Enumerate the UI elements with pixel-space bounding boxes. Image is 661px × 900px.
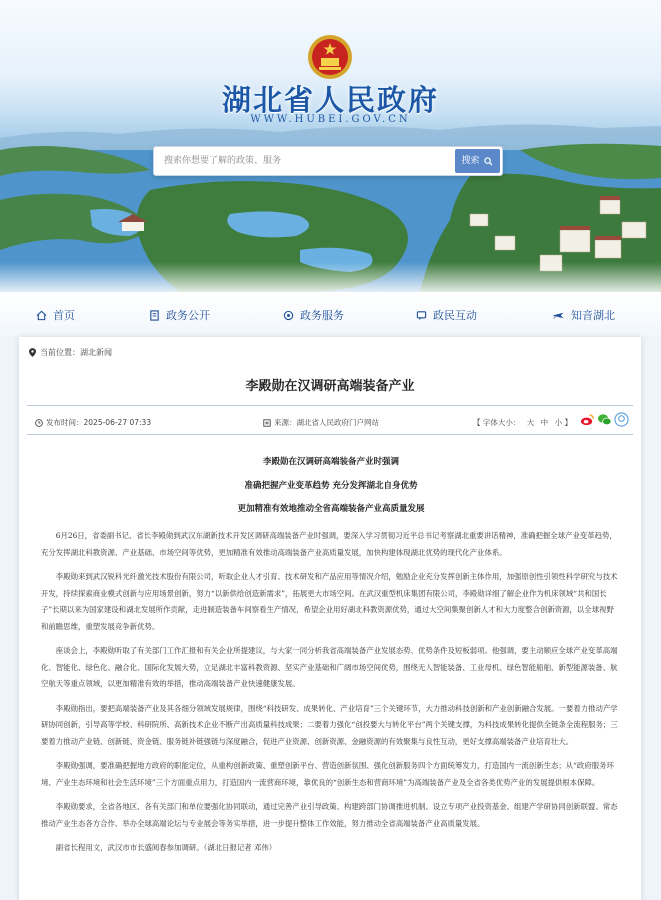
source-label: 来源： <box>274 418 297 427</box>
publish-label: 发布时间： <box>46 418 84 427</box>
article-paragraph: 副省长程用文，武汉市市长盛阅春参加调研。（湖北日报记者 邓伟） <box>55 843 277 852</box>
article-body <box>41 455 621 857</box>
subheading-group <box>41 455 621 514</box>
plane-icon <box>551 310 565 321</box>
article-subheading: 李殿勋在汉调研高端装备产业时强调 <box>262 457 399 467</box>
source-icon <box>263 419 271 427</box>
publish-time: 2025-06-27 07:33 <box>83 418 152 427</box>
article-card <box>19 337 641 900</box>
national-emblem-icon <box>307 34 353 80</box>
gear-icon <box>283 310 294 321</box>
article-paragraph: 李殿勋指出，要把高端装备产业及其各细分领域发展规律，围绕“科技研发、成果转化、产业培育”三个关键环节，大力推动科技创新和产业创新融合发展。一要着力推动产学研协同创新，引导高等学校、科研院所、高新技术企业不断产出高质量科技成果；二要着力强化“创投要大与转化平台”两个关键支撑，为科技成果转化提供全链条全流程服务；三要着力推动产业链、创新链、资金链、服务链补链强链与深度融合，促进产业资源、创新资源、金融资源的有效聚集与良性互动，更好支撑高端装备产业培育壮大。 <box>41 703 618 746</box>
font-size-control <box>473 417 572 428</box>
search-bar <box>153 146 503 176</box>
font-size-medium[interactable]: 中 <box>540 418 549 427</box>
nav-item-government-affairs[interactable] <box>149 306 210 324</box>
qzone-share-icon[interactable] <box>614 412 629 427</box>
home-icon <box>36 310 47 321</box>
share-buttons <box>580 412 631 427</box>
article-paragraph: 6月26日，省委副书记、省长李殿勋到武汉东湖新技术开发区调研高端装备产业时强调，要深入学习贯彻习近平总书记考察湖北重要讲话精神，准确把握全球产业变革趋势，充分发挥湖北科教资源、产业基础、市场空间等优势，更加精准有效推动高端装备产业高质量发展，加快构建体现湖北优势的现代化产业体系。 <box>41 531 617 557</box>
header-banner <box>0 0 661 292</box>
search-icon <box>484 157 493 166</box>
nav-item-public-interaction[interactable] <box>416 306 477 324</box>
site-title[interactable]: 湖北省人民政府 <box>221 83 439 117</box>
source-info <box>263 417 379 428</box>
font-size-label: 【 字体大小： <box>473 418 521 427</box>
source-value: 湖北省人民政府门户网站 <box>296 418 379 427</box>
nav-item-home[interactable] <box>36 306 75 324</box>
search-button-label: 搜索 <box>461 156 480 166</box>
nav-item-label: 政务公开 <box>166 309 210 322</box>
chat-icon <box>416 310 427 321</box>
nav-item-zhiyin-hubei[interactable] <box>551 306 615 324</box>
article-paragraph: 李殿勋要求，全省各地区、各有关部门和单位要强化协同联动，通过完善产业引导政策、构建跨部门协调推进机制、设立专项产业投资基金、组建产学研协同创新联盟、常态推动产业生态各方合作、举办全球高端论坛与专业展会等务实举措，进一步提升整体工作效能，努力推动全省高端装备产业高质量发展。 <box>41 802 618 828</box>
font-size-small[interactable]: 小 <box>554 418 563 427</box>
article-paragraph: 座谈会上，李殿勋听取了有关部门工作汇报和有关企业所提建议，与大家一同分析我省高端装备产业发展态势、优势条件及短板弱项。他强调，要主动顺应全球产业变革高端化、智能化、绿色化、融合化、国际化发展大势，立足湖北丰富科教资源、坚实产业基础和广阔市场空间优势，围绕无人智能装备、工业母机、绿色智能船舶、新型能源装备、航空航天等重点领域，以更加精准有效的举措，推动高端装备产业快速健康发展。 <box>41 646 618 688</box>
article-subheading: 准确把握产业变革趋势 充分发挥湖北自身优势 <box>244 481 418 491</box>
article-meta <box>27 405 633 435</box>
main-nav <box>0 292 661 336</box>
document-icon <box>149 310 160 321</box>
wechat-share-icon[interactable] <box>597 412 612 427</box>
nav-item-government-services[interactable] <box>283 306 344 324</box>
font-size-close: 】 <box>564 418 572 427</box>
nav-item-label: 政民互动 <box>433 309 477 322</box>
location-pin-icon <box>29 348 36 357</box>
breadcrumb <box>29 347 112 358</box>
nav-item-label: 首页 <box>53 309 75 322</box>
article-subheading: 更加精准有效地推动全省高端装备产业高质量发展 <box>237 504 425 514</box>
article-paragraph: 李殿勋来到武汉锐科光纤激光技术股份有限公司，听取企业人才引育、技术研发和产品应用等情况介绍，勉励企业充分发挥创新主体作用，加强原创性引领性科学研究与技术开发，持续探索商业模式创新与应用场景创新，努力“以新供给创造新需求”，拓展更大市场空间。在武汉重型机床集团有限公司，李殿勋详细了解企业作为机床领域“共和国长子”长期以来为国家建设和湖北发展所作贡献，走进制造装备车间察看生产情况，希望企业用好湖北科教资源优势，通过大空间集聚创新人才和大力度整合创新资源，以全球视野和前瞻思维，重塑发展竞争新优势。 <box>41 572 618 631</box>
nav-item-label: 知音湖北 <box>571 309 615 322</box>
article-title: 李殿勋在汉调研高端装备产业 <box>245 379 415 394</box>
nav-item-label: 政务服务 <box>300 309 344 322</box>
breadcrumb-prefix: 当前位置： <box>40 348 80 357</box>
publish-info <box>35 417 151 428</box>
weibo-share-icon[interactable] <box>580 412 595 427</box>
clock-icon <box>35 419 43 427</box>
breadcrumb-link[interactable]: 湖北新闻 <box>80 348 112 357</box>
article-paragraph: 李殿勋强调，要准确把握地方政府的职能定位，从重构创新政策、重塑创新平台、营造创新氛围、强化创新服务四个方面统筹发力，打造国内一流创新生态；从“政府服务环境、产业生态环境和社会生活环境”三个方面重点用力，打造国内一流营商环境，靠优良的“创新生态和营商环境”为高端装备产业及全省各类优势产业的发展提供根本保障。 <box>41 761 614 787</box>
search-input[interactable] <box>154 147 457 175</box>
search-button[interactable] <box>455 149 500 173</box>
font-size-large[interactable]: 大 <box>526 418 535 427</box>
site-url: WWW.HUBEI.GOV.CN <box>250 114 411 125</box>
